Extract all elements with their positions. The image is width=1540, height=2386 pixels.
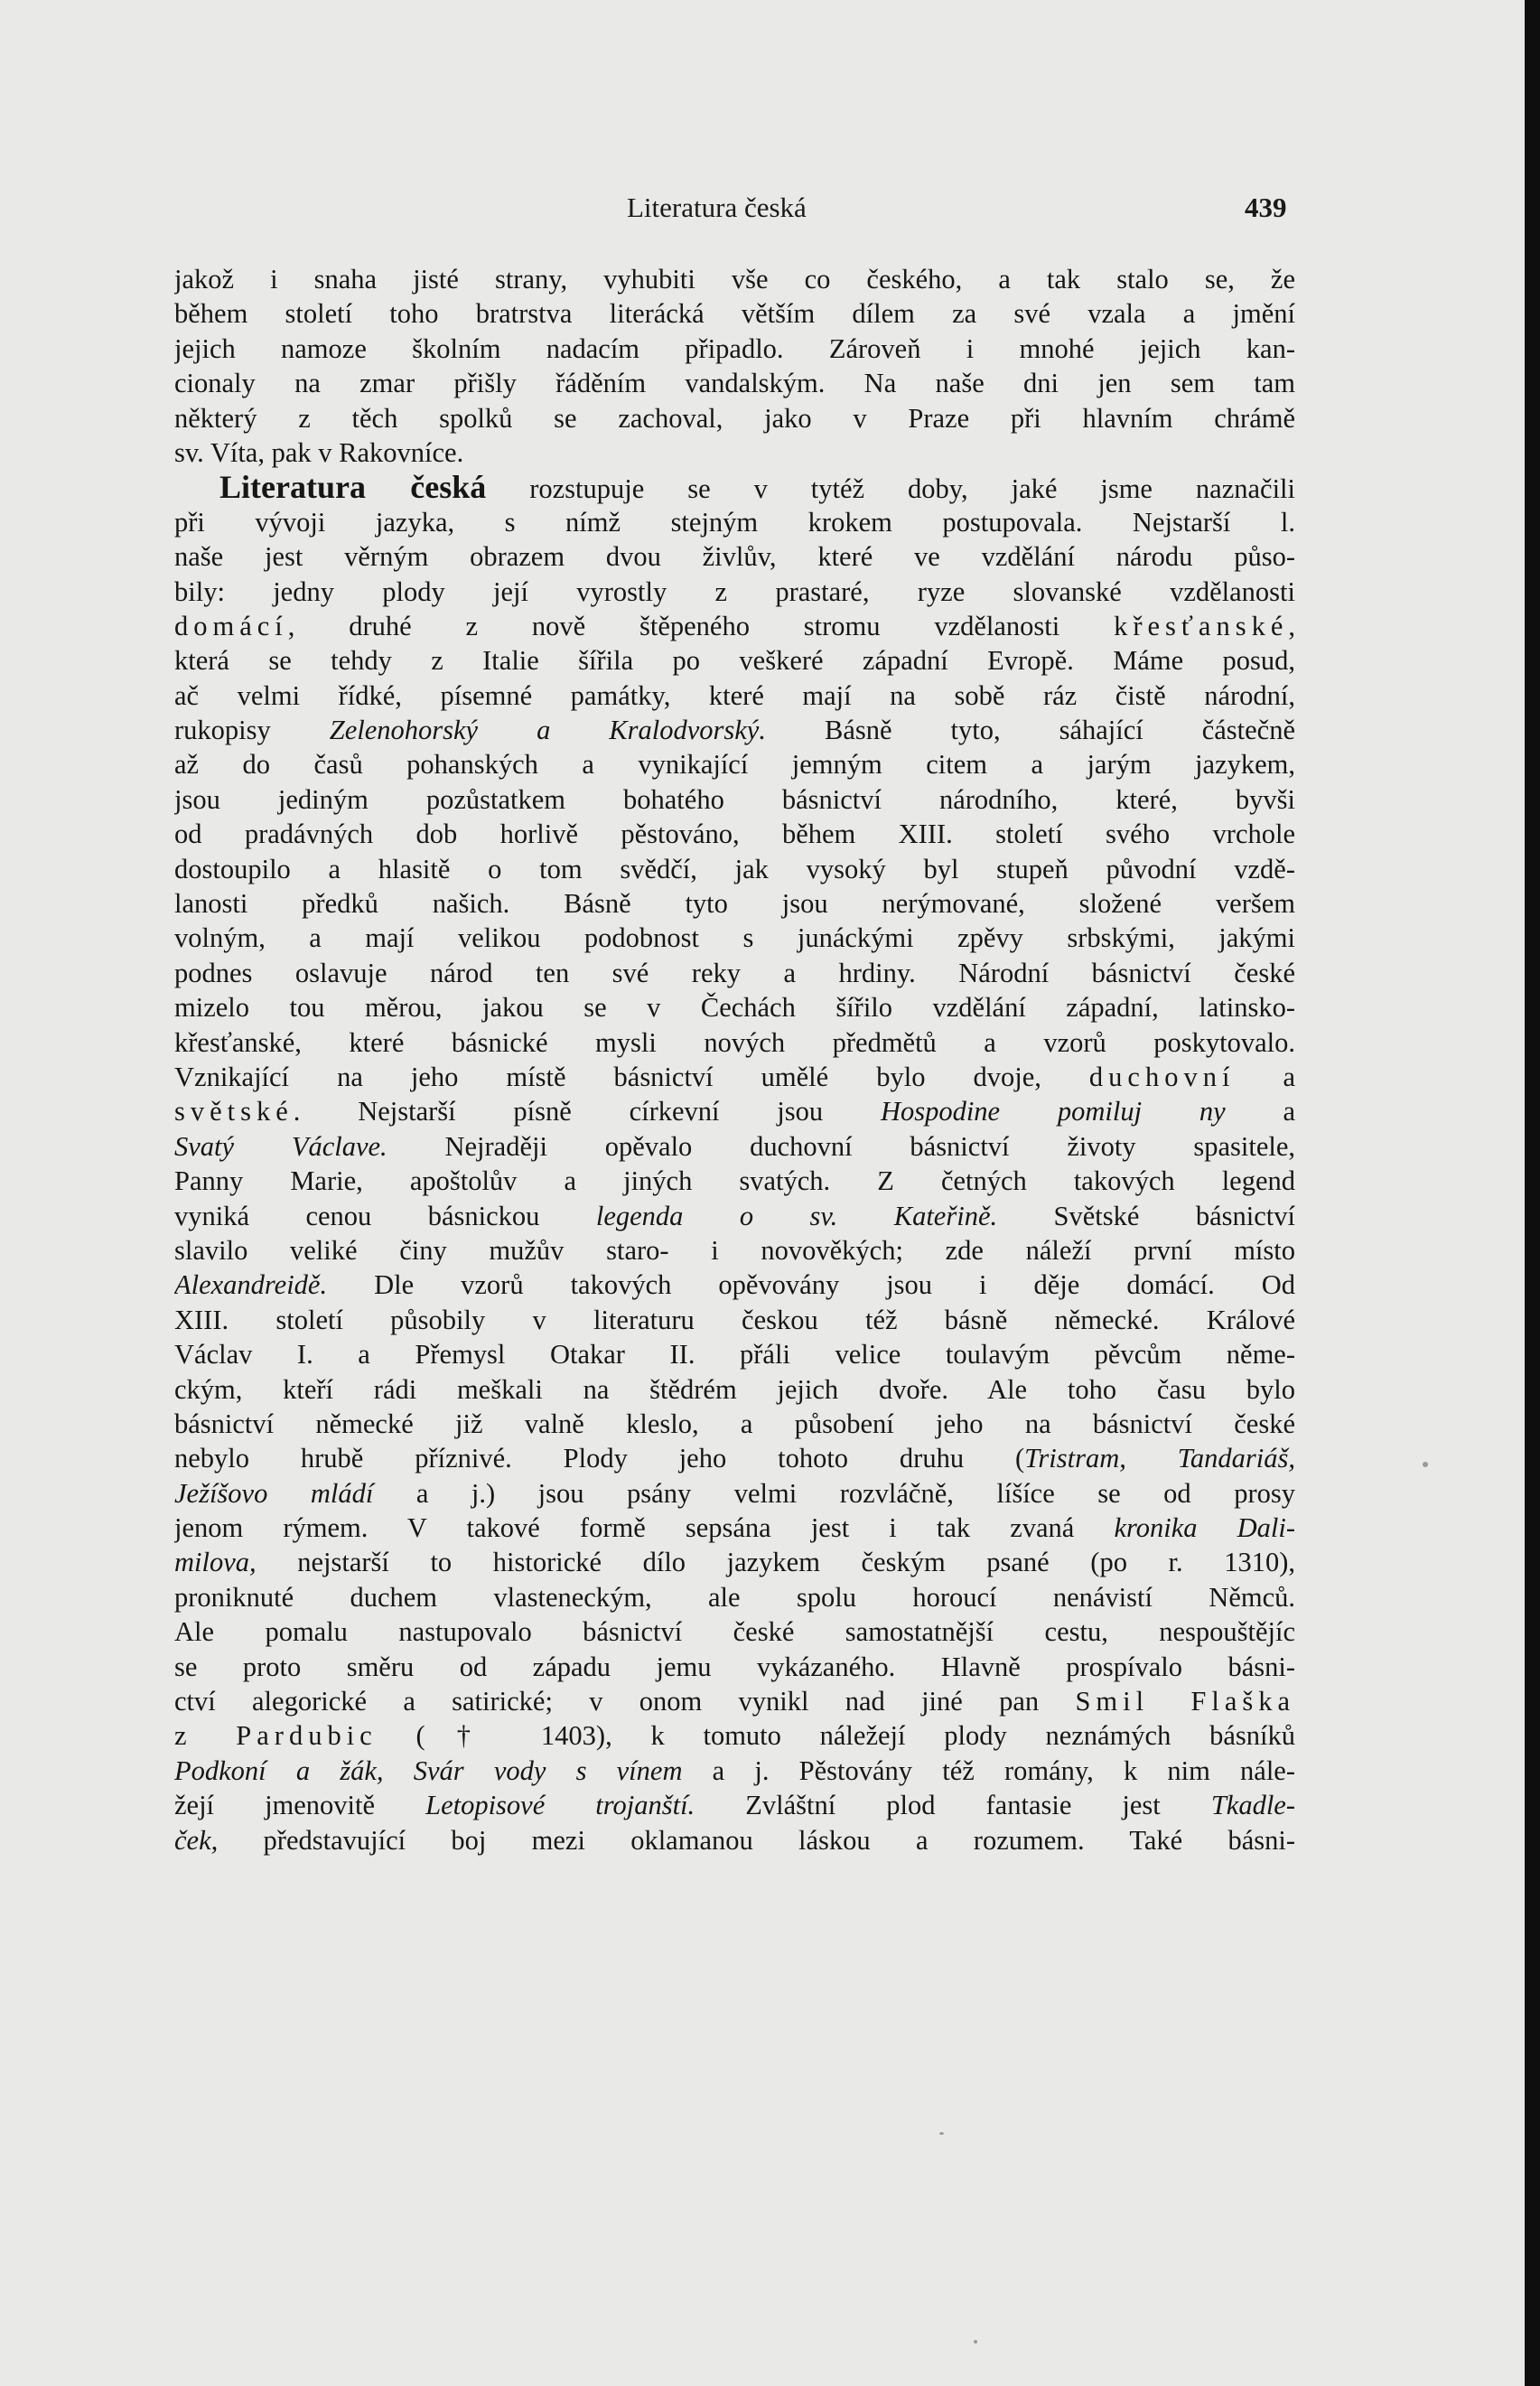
text-line: jejich namoze školním nadacím připadlo. Zároveň i mnohé jejich kan- [174, 332, 1295, 364]
page-number: 439 [1245, 192, 1287, 223]
text-line: jenom rýmem. V takové formě sepsána jest i tak zvaná kronika Dali- [174, 1512, 1295, 1544]
text-line: ček, představující boj mezi oklamanou láskou a rozumem. Také básni- [174, 1824, 1295, 1856]
text-line: nebylo hrubě příznivé. Plody jeho tohoto druhu (Tristram, Tandariáš, [174, 1443, 1295, 1474]
text-line: při vývoji jazyka, s nímž stejným krokem postupovala. Nejstarší l. [174, 506, 1295, 538]
text-line: až do časů pohanských a vynikající jemným citem a jarým jazykem, [174, 749, 1295, 781]
text-line: některý z těch spolků se zachoval, jako v Praze při hlavním chrámě [174, 402, 1295, 434]
scan-speck [974, 2340, 977, 2344]
text-line: se proto směru od západu jemu vykázaného. Hlavně prospívalo básni- [174, 1651, 1295, 1682]
running-title: Literatura česká [627, 192, 807, 223]
text-line: Vznikající na jeho místě básnictví umělé bylo dvoje, duchovní a [174, 1061, 1295, 1092]
text-line: Podkoní a žák, Svár vody s vínem a j. Pěstovány též romány, k nim nále- [174, 1754, 1295, 1786]
page-header [0, 192, 1525, 228]
text-line: ctví alegorické a satirické; v onom vynikl nad jiné pan Smil Flaška [174, 1686, 1295, 1717]
scan-speck [1423, 1462, 1428, 1467]
text-line: vyniká cenou básnickou legenda o sv. Kateřině. Světské básnictví [174, 1200, 1295, 1231]
text-line: Svatý Václave. Nejraději opěvalo duchovní básnictví životy spasitele, [174, 1130, 1295, 1162]
scan-speck [939, 2132, 944, 2135]
paragraph-start-line: Literatura česká rozstupuje se v tytéž doby, jaké jsme naznačili [219, 470, 1295, 505]
text-line: Ježíšovo mládí a j.) jsou psány velmi rozvláčně, líšíce se od prosy [174, 1477, 1295, 1509]
text-line: Alexandreidě. Dle vzorů takových opěvovány jsou i děje domácí. Od [174, 1269, 1295, 1301]
text-line: která se tehdy z Italie šířila po veškeré západní Evropě. Máme posud, [174, 645, 1295, 677]
scan-border [1525, 0, 1540, 2386]
text-line: ckým, kteří rádi meškali na štědrém jejich dvoře. Ale toho času bylo [174, 1373, 1295, 1405]
text-line: mizelo tou měrou, jakou se v Čechách šířilo vzdělání západní, latinsko- [174, 992, 1295, 1024]
text-line: proniknuté duchem vlasteneckým, ale spolu horoucí nenávistí Němců. [174, 1581, 1295, 1613]
text-line: sv. Víta, pak v Rakovníce. [174, 436, 464, 468]
text-line: podnes oslavuje národ ten své reky a hrdiny. Národní básnictví české [174, 957, 1295, 988]
text-line: světské. Nejstarší písně církevní jsou Hospodine pomiluj ny a [174, 1096, 1295, 1128]
text-line: Panny Marie, apoštolův a jiných svatých. Z četných takových legend [174, 1165, 1295, 1197]
text-line: domácí, druhé z nově štěpeného stromu vzdělanosti křesťanské, [174, 610, 1295, 641]
text-line: slavilo veliké činy mužův staro- i novověkých; zde náleží první místo [174, 1234, 1295, 1266]
text-line: rukopisy Zelenohorský a Kralodvorský. Básně tyto, sáhající částečně [174, 715, 1295, 746]
section-heading-bold: Literatura česká [219, 470, 487, 505]
text-line: ač velmi řídké, písemné památky, které mají na sobě ráz čistě národní, [174, 679, 1295, 711]
text-line: cionaly na zmar přišly řáděním vandalským. Na naše dni jen sem tam [174, 368, 1295, 399]
text-line: jakož i snaha jisté strany, vyhubiti vše co českého, a tak stalo se, že [174, 264, 1295, 295]
text-line: volným, a mají velikou podobnost s junáckými zpěvy srbskými, jakými [174, 922, 1295, 954]
text-line: milova, nejstarší to historické dílo jazykem českým psané (po r. 1310), [174, 1547, 1295, 1578]
text-line: lanosti předků našich. Básně tyto jsou nerýmované, složené veršem [174, 888, 1295, 920]
text-line: během století toho bratrstva literácká větším dílem za své vzala a jmění [174, 298, 1295, 330]
text-line: křesťanské, které básnické mysli nových předmětů a vzorů poskytovalo. [174, 1026, 1295, 1058]
text-line: z Pardubic († 1403), k tomuto náležejí plody neznámých básníků [174, 1720, 1295, 1752]
text-line: básnictví německé již valně kleslo, a působení jeho na básnictví české [174, 1408, 1295, 1439]
text-line: Ale pomalu nastupovalo básnictví české samostatnější cestu, nespouštějíc [174, 1616, 1295, 1648]
text-line: XIII. století působily v literaturu českou též básně německé. Králové [174, 1304, 1295, 1335]
text-line: žejí jmenovitě Letopisové trojanští. Zvláštní plod fantasie jest Tkadle- [174, 1790, 1295, 1821]
text-line: bily: jedny plody její vyrostly z prastaré, ryze slovanské vzdělanosti [174, 575, 1295, 607]
text-line: dostoupilo a hlasitě o tom svědčí, jak vysoký byl stupeň původní vzdě- [174, 853, 1295, 884]
text-line: naše jest věrným obrazem dvou živlův, které ve vzdělání národu půso- [174, 541, 1295, 573]
body-text [174, 262, 1295, 1857]
text-line: jsou jediným pozůstatkem bohatého básnictví národního, které, byvši [174, 783, 1295, 815]
text-line: od pradávných dob horlivě pěstováno, během XIII. století svého vrchole [174, 819, 1295, 850]
text-line: Václav I. a Přemysl Otakar II. přáli velice toulavým pěvcům něme- [174, 1339, 1295, 1371]
